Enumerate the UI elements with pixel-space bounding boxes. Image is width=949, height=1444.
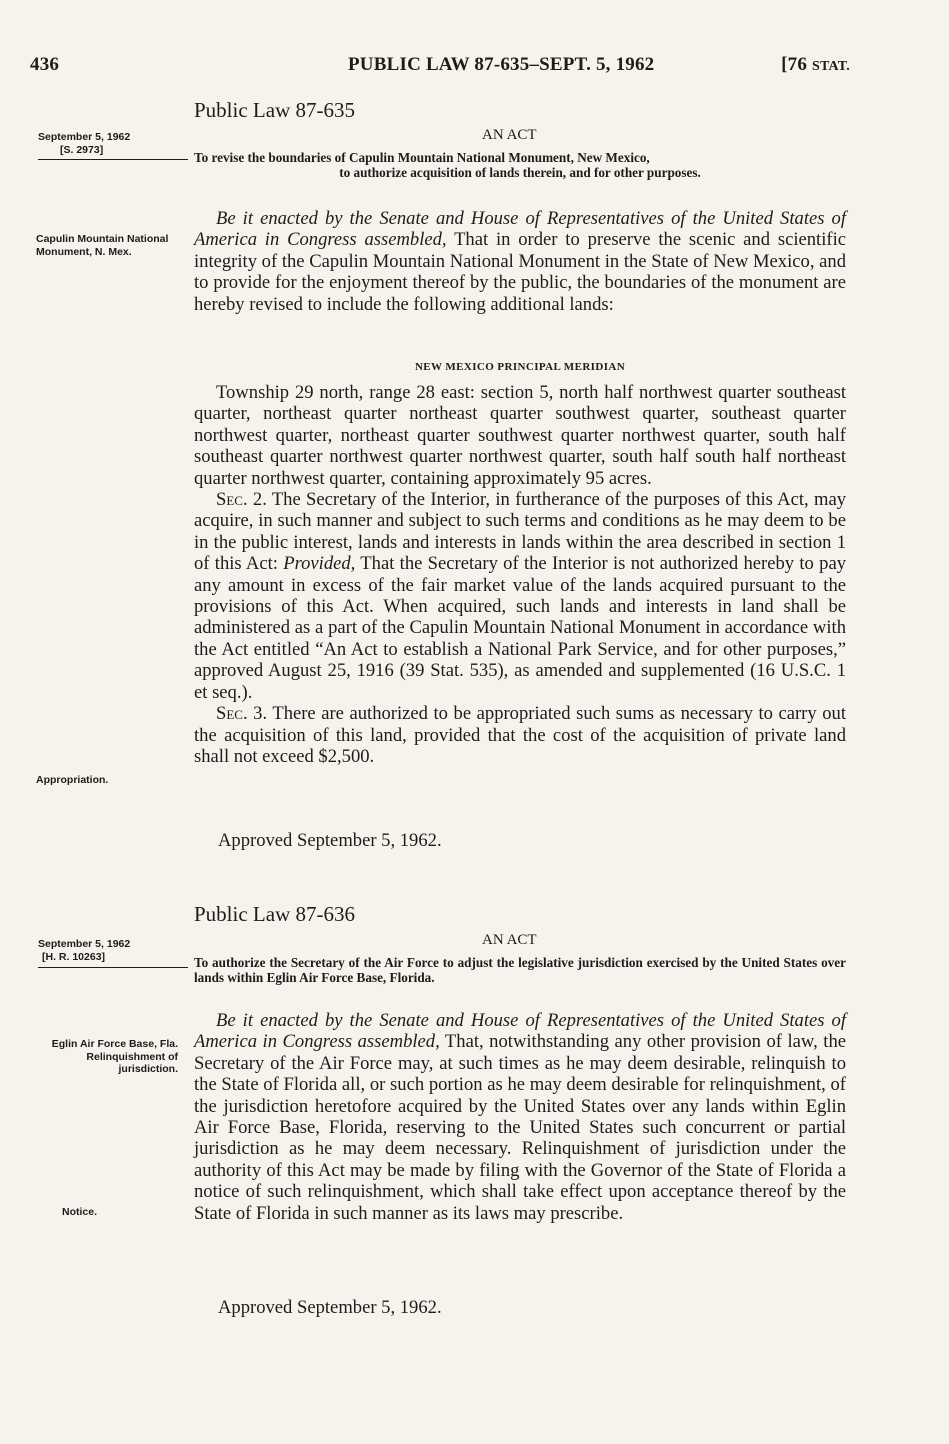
running-head xyxy=(30,54,850,80)
law1-bill-number: [S. 2973] xyxy=(60,144,104,156)
law1-section-2 xyxy=(194,489,846,703)
law1-enacting-italic: Be it enacted by the Senate and House of Representatives of the United States of America in Congress assembled, xyxy=(194,208,846,251)
running-head-title: PUBLIC LAW 87-635–SEPT. 5, 1962 xyxy=(348,54,655,75)
law1-sec2-italic: Provided, xyxy=(283,553,356,575)
law1-stamp-rule xyxy=(38,159,188,160)
law1-appropriation-note: Appropriation. xyxy=(36,774,109,786)
law1-purpose-line2: to authorize acquisition of lands therein, and for other purposes. xyxy=(339,165,701,180)
law2-enacting-clause xyxy=(194,1010,846,1224)
law1-date-stamp xyxy=(38,131,188,157)
law2-enacting-text: That, notwithstanding any other provision of law, the Secretary of the Air Force may, at such times as he may deem desirable, relinquish to the State of Florida all, or such portion as he may deem desirable for relinquishment, of the jurisdiction heretofore acquired by the United States over any lands within Eglin Air Force Base, Florida, reserving to the United States such concurrent or partial jurisdiction as he may deem necessary. Relinquishment of jurisdiction under the authority of this Act may be made by filing with the Governor of the State of Florida a notice of such relinquishment, which shall take effect upon acceptance thereof by the State of Florida in such manner as its laws may prescribe. xyxy=(194,1031,846,1224)
law1-land-description xyxy=(194,382,846,767)
law2-purpose: To authorize the Secretary of the Air Force to adjust the legislative jurisdiction exercised by the United States over lands within Eglin Air Force Base, Florida. xyxy=(194,955,846,985)
law1-date: September 5, 1962 xyxy=(38,131,131,143)
law1-township: Township 29 north, range 28 east: section 5, north half northwest quarter southeast quarter, northeast quarter northeast quarter southwest quarter, southeast quarter northwest quarter, northeast quarter southwest quarter northwest quarter, south half southeast quarter northwest quarter northwest quarter, south half south half northeast quarter northwest quarter, containing approximately 95 acres. xyxy=(194,382,846,489)
law2-date-stamp xyxy=(38,938,188,964)
law2-bill-number: [H. R. 10263] xyxy=(42,951,106,963)
law1-section-3 xyxy=(194,703,846,767)
law2-approved: Approved September 5, 1962. xyxy=(218,1297,442,1318)
law1-enacting-text: That in order to preserve the scenic and scientific integrity of the Capulin Mountain National Monument in the State of New Mexico, and to provide for the enjoyment thereof by the public, the boundaries of the monument are hereby revised to include the following additional lands: xyxy=(194,229,846,315)
volume-prefix: [76 xyxy=(781,54,813,75)
volume-stat: STAT. xyxy=(812,59,850,74)
law1-meridian-heading: NEW MEXICO PRINCIPAL MERIDIAN xyxy=(414,361,626,373)
law2-stamp-rule xyxy=(38,967,188,968)
law1-sec3-text: There are authorized to be appropriated such sums as necessary to carry out the acquisition of this land, provided that the cost of the acquisition of private land shall not exceed $2,500. xyxy=(194,703,846,767)
law2-enacting-italic: Be it enacted by the Senate and House of Representatives of the United States of America in Congress assembled, xyxy=(194,1010,846,1053)
law1-sec2-text-a: The Secretary of the Interior, in furtherance of the purposes of this Act, may acquire, in such manner and subject to such terms and conditions as he may deem to be in the public interest, lands and interests in lands within the area described in section 1 of this Act: xyxy=(194,489,846,575)
volume-citation xyxy=(781,54,850,76)
law1-an-act: AN ACT xyxy=(482,127,537,143)
law1-title: Public Law 87-635 xyxy=(194,98,355,122)
law2-date: September 5, 1962 xyxy=(38,938,131,950)
law2-title: Public Law 87-636 xyxy=(194,902,355,926)
page-number: 436 xyxy=(30,54,60,75)
law1-sec3-label: Sec. 3. xyxy=(216,703,268,725)
law2-margin-note: Eglin Air Force Base, Fla. Relinquishment of jurisdiction. xyxy=(51,1038,178,1075)
law1-purpose xyxy=(194,150,846,180)
law1-approved: Approved September 5, 1962. xyxy=(218,830,442,851)
law1-purpose-line1: To revise the boundaries of Capulin Mountain National Monument, New Mexico, xyxy=(194,150,650,165)
law2-notice-note: Notice. xyxy=(62,1206,98,1218)
law1-margin-note: Capulin Mountain National Monument, N. Mex. xyxy=(36,233,169,258)
law2-an-act: AN ACT xyxy=(482,932,537,948)
law1-sec2-text-b: That the Secretary of the Interior is not authorized hereby to pay any amount in excess of the fair market value of the lands acquired pursuant to the provisions of this Act. When acquired, such lands and interests in land shall be administered as a part of the Capulin Mountain National Monument in accordance with the Act entitled “An Act to establish a National Park Service, and for other purposes,” approved August 25, 1916 (39 Stat. 535), as amended and supplemented (16 U.S.C. 1 et seq.). xyxy=(194,553,846,703)
law1-enacting-clause xyxy=(194,208,846,315)
law1-sec2-label: Sec. 2. xyxy=(216,489,267,511)
